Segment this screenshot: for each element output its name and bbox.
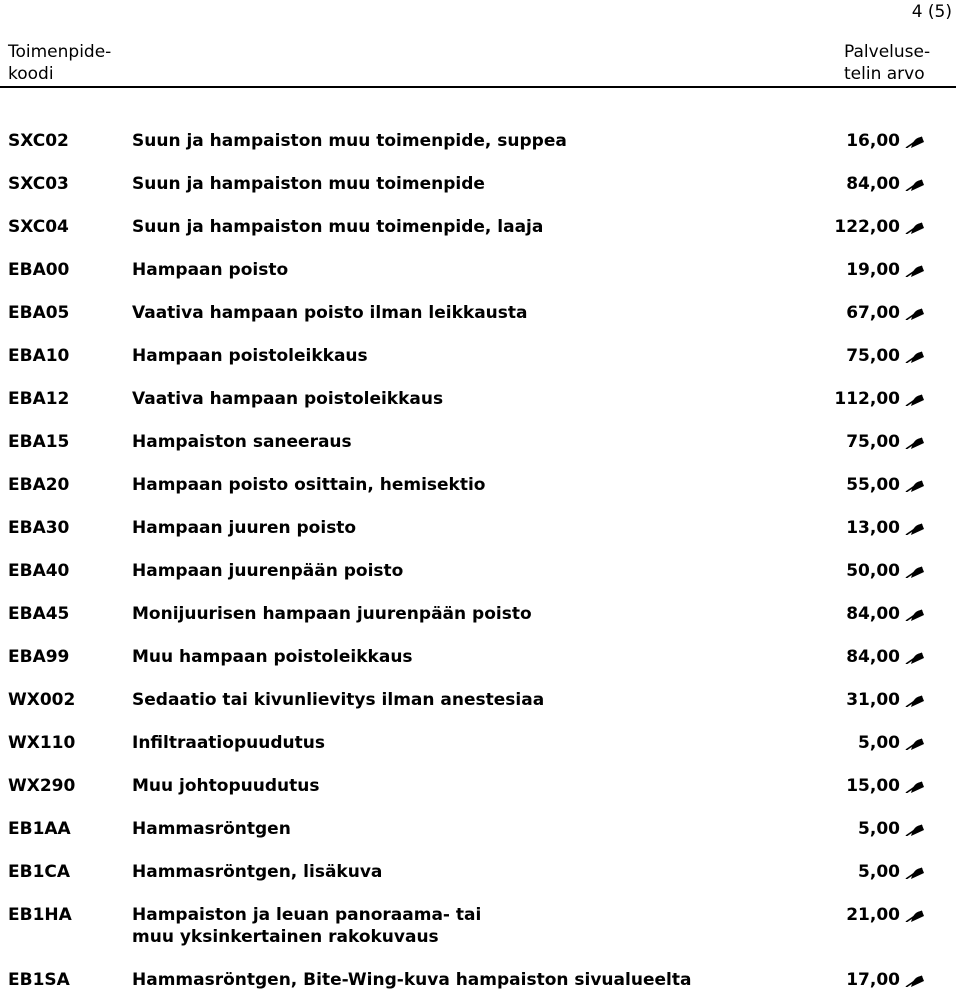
table-row (0, 808, 960, 851)
price-value: 112,00 (834, 389, 900, 409)
euro-icon (904, 904, 924, 926)
procedure-description (132, 517, 812, 539)
procedure-description (132, 603, 812, 625)
description-line: Suun ja hampaiston muu toimenpide, laaja (132, 217, 544, 237)
procedure-code: EBA05 (8, 303, 70, 323)
procedure-description (132, 818, 812, 840)
procedure-description (132, 259, 812, 281)
euro-icon (904, 173, 924, 195)
euro-icon (904, 861, 924, 883)
price-column-header (844, 41, 930, 85)
procedure-description (132, 130, 812, 152)
euro-icon (904, 732, 924, 754)
euro-icon (904, 603, 924, 625)
description-line: Infiltraatiopuudutus (132, 733, 325, 753)
procedure-code: WX002 (8, 690, 76, 710)
euro-icon (904, 388, 924, 410)
procedure-code: SXC04 (8, 217, 69, 237)
table-row (0, 421, 960, 464)
procedure-code: EBA99 (8, 647, 70, 667)
euro-icon (904, 969, 924, 991)
table-row (0, 636, 960, 679)
procedure-code: EBA00 (8, 260, 70, 280)
procedure-code: WX290 (8, 776, 76, 796)
table-row (0, 959, 960, 1002)
procedure-code: WX110 (8, 733, 76, 753)
description-line: Muu hampaan poistoleikkaus (132, 647, 413, 667)
price-value: 84,00 (846, 604, 900, 624)
price-value: 21,00 (846, 905, 900, 925)
price-value: 31,00 (846, 690, 900, 710)
description-line: Vaativa hampaan poisto ilman leikkausta (132, 303, 528, 323)
description-line: muu yksinkertainen rakokuvaus (132, 927, 439, 947)
price-value: 84,00 (846, 174, 900, 194)
code-header-line-2: koodi (8, 64, 54, 84)
euro-icon (904, 818, 924, 840)
procedure-description (132, 969, 812, 991)
table-row (0, 206, 960, 249)
procedure-description (132, 431, 812, 453)
price-value: 5,00 (858, 733, 900, 753)
description-line: Sedaatio tai kivunlievitys ilman anestesiaa (132, 690, 545, 710)
description-line: Suun ja hampaiston muu toimenpide (132, 174, 485, 194)
procedure-description (132, 904, 812, 948)
price-value: 84,00 (846, 647, 900, 667)
procedure-description (132, 216, 812, 238)
procedure-description (132, 173, 812, 195)
euro-icon (904, 517, 924, 539)
table-row (0, 163, 960, 206)
table-row (0, 249, 960, 292)
price-value: 50,00 (846, 561, 900, 581)
procedure-description (132, 732, 812, 754)
euro-icon (904, 345, 924, 367)
price-value: 13,00 (846, 518, 900, 538)
description-line: Hampaiston ja leuan panoraama- tai (132, 905, 482, 925)
table-header (0, 40, 956, 88)
description-line: Hammasröntgen (132, 819, 291, 839)
procedure-code: EBA12 (8, 389, 70, 409)
procedure-description (132, 646, 812, 668)
table-row (0, 765, 960, 808)
procedure-code: EBA45 (8, 604, 70, 624)
price-value: 5,00 (858, 819, 900, 839)
procedure-description (132, 345, 812, 367)
description-line: Hampaan juurenpään poisto (132, 561, 404, 581)
description-line: Hammasröntgen, Bite-Wing-kuva hampaiston sivualueelta (132, 970, 692, 990)
description-line: Hampaan juuren poisto (132, 518, 357, 538)
euro-icon (904, 259, 924, 281)
procedure-code: EB1AA (8, 819, 71, 839)
table-row (0, 851, 960, 894)
euro-icon (904, 130, 924, 152)
table-row (0, 550, 960, 593)
procedure-code: EBA10 (8, 346, 70, 366)
price-value: 17,00 (846, 970, 900, 990)
description-line: Muu johtopuudutus (132, 776, 320, 796)
procedure-description (132, 689, 812, 711)
procedure-description (132, 302, 812, 324)
description-line: Monijuurisen hampaan juurenpään poisto (132, 604, 532, 624)
description-line: Vaativa hampaan poistoleikkaus (132, 389, 444, 409)
procedure-description (132, 775, 812, 797)
description-line: Suun ja hampaiston muu toimenpide, suppea (132, 131, 567, 151)
euro-icon (904, 474, 924, 496)
price-header-line-1: Palveluse- (844, 42, 931, 62)
procedure-code: SXC02 (8, 131, 69, 151)
procedure-code: EBA20 (8, 475, 70, 495)
euro-icon (904, 646, 924, 668)
price-value: 16,00 (846, 131, 900, 151)
page-number: 4 (5) (911, 2, 952, 22)
price-value: 122,00 (834, 217, 900, 237)
procedure-description (132, 474, 812, 496)
euro-icon (904, 775, 924, 797)
description-line: Hampaan poisto osittain, hemisektio (132, 475, 486, 495)
price-value: 15,00 (846, 776, 900, 796)
procedure-description (132, 388, 812, 410)
price-header-line-2: telin arvo (844, 64, 925, 84)
code-header-line-1: Toimenpide- (8, 42, 112, 62)
procedure-description (132, 560, 812, 582)
euro-icon (904, 431, 924, 453)
table-row (0, 292, 960, 335)
euro-icon (904, 560, 924, 582)
euro-icon (904, 689, 924, 711)
procedure-code: EB1HA (8, 905, 72, 925)
table-row (0, 507, 960, 550)
table-row (0, 120, 960, 163)
description-line: Hammasröntgen, lisäkuva (132, 862, 383, 882)
procedure-description (132, 861, 812, 883)
table-row (0, 335, 960, 378)
procedure-code: EBA15 (8, 432, 70, 452)
table-row (0, 679, 960, 722)
procedure-code: EBA40 (8, 561, 70, 581)
procedure-code: EB1SA (8, 970, 70, 990)
description-line: Hampaan poisto (132, 260, 289, 280)
description-line: Hampaan poistoleikkaus (132, 346, 368, 366)
price-value: 19,00 (846, 260, 900, 280)
table-row (0, 722, 960, 765)
euro-icon (904, 216, 924, 238)
price-value: 75,00 (846, 346, 900, 366)
price-value: 55,00 (846, 475, 900, 495)
euro-icon (904, 302, 924, 324)
price-table (0, 120, 960, 1002)
price-value: 75,00 (846, 432, 900, 452)
description-line: Hampaiston saneeraus (132, 432, 352, 452)
table-row (0, 593, 960, 636)
table-row (0, 464, 960, 507)
procedure-code: EB1CA (8, 862, 71, 882)
table-row (0, 378, 960, 421)
procedure-code: SXC03 (8, 174, 69, 194)
table-row (0, 894, 960, 959)
price-value: 67,00 (846, 303, 900, 323)
price-value: 5,00 (858, 862, 900, 882)
procedure-code: EBA30 (8, 518, 70, 538)
code-column-header (8, 41, 111, 85)
